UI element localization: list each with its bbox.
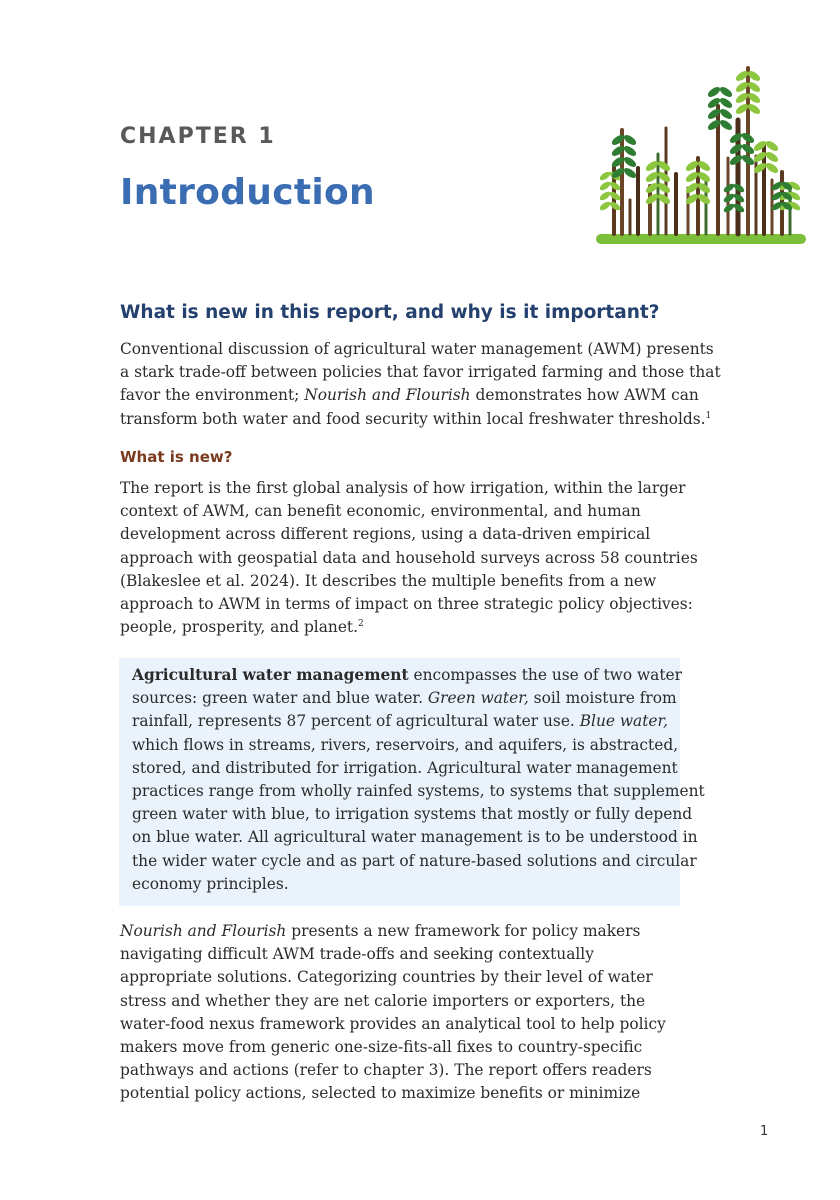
text-line: development across different regions, using a data-driven empirical [120,525,651,544]
text-line: navigating difficult AWM trade-offs and seeking contextually [120,945,594,964]
text-line: on blue water. All agricultural water management is to be understood in [132,828,698,847]
wheat-stalks-illustration [592,58,810,250]
footnote-marker[interactable]: 1 [705,410,712,421]
text-line: pathways and actions (refer to chapter 3). The report offers readers [120,1061,652,1080]
text-line [132,664,683,687]
text-line [132,687,677,710]
text-run: people, prosperity, and planet. [120,618,359,637]
text-line [120,616,682,639]
text-line [132,710,672,733]
report-title-italic: Nourish and Flourish [304,386,471,405]
text-line: context of AWM, can benefit economic, environmental, and human [120,502,641,521]
callout-text [132,664,705,896]
text-line: approach with geospatial data and household surveys across 58 countries [120,548,698,567]
closing-paragraph [120,920,682,1106]
text-run: transform both water and food security within local freshwater thresholds. [120,409,706,428]
text-run: rainfall, represents 87 percent of agricultural water use. [132,712,575,731]
text-line: water-food nexus framework provides an analytical tool to help policy [120,1014,666,1033]
subheading: What is new? [120,448,233,466]
text-line: a stark trade-off between policies that favor irrigated farming and those that [120,363,721,382]
text-line [120,920,682,943]
text-line [120,408,712,431]
text-line: appropriate solutions. Categorizing countries by their level of water [120,968,653,987]
section-heading: What is new in this report, and why is it important? [120,302,660,323]
text-run: sources: green water and blue water. [132,689,423,708]
text-line: green water with blue, to irrigation systems that mostly or fully depend [132,805,693,824]
text-run: demonstrates how AWM can [475,386,699,405]
body-paragraph [120,477,698,639]
text-line: potential policy actions, selected to maximize benefits or minimize [120,1084,641,1103]
text-line: stored, and distributed for irrigation. Agricultural water management [132,758,678,777]
text-run: soil moisture from [533,689,677,708]
intro-paragraph [120,338,721,431]
text-line: (Blakeslee et al. 2024). It describes the multiple benefits from a new [120,571,657,590]
text-run: presents a new framework for policy makers [291,922,641,940]
text-run: favor the environment; [120,386,300,405]
text-line: Conventional discussion of agricultural water management (AWM) presents [120,340,714,358]
chapter-label: CHAPTER 1 [120,124,276,149]
text-run: encompasses the use of two water [413,666,683,684]
text-line: which flows in streams, rivers, reservoirs, and aquifers, is abstracted, [132,735,679,754]
text-line: economy principles. [132,874,289,893]
callout-term: Agricultural water management [132,666,409,684]
text-line: approach to AWM in terms of impact on three strategic policy objectives: [120,595,693,614]
text-line: practices range from wholly rainfed systems, to systems that supplement [132,782,705,801]
text-line: makers move from generic one-size-fits-all fixes to country-specific [120,1038,643,1057]
term-italic: Green water, [427,689,529,708]
text-line: the wider water cycle and as part of nature-based solutions and circular [132,851,697,870]
text-line: The report is the first global analysis of how irrigation, within the larger [120,479,686,497]
page-number: 1 [760,1124,769,1139]
term-italic: Blue water, [579,712,669,731]
text-line [120,384,699,407]
text-line: stress and whether they are net calorie importers or exporters, the [120,991,646,1010]
report-title-italic: Nourish and Flourish [120,922,287,940]
footnote-marker[interactable]: 2 [358,619,364,630]
page-title: Introduction [120,172,375,213]
